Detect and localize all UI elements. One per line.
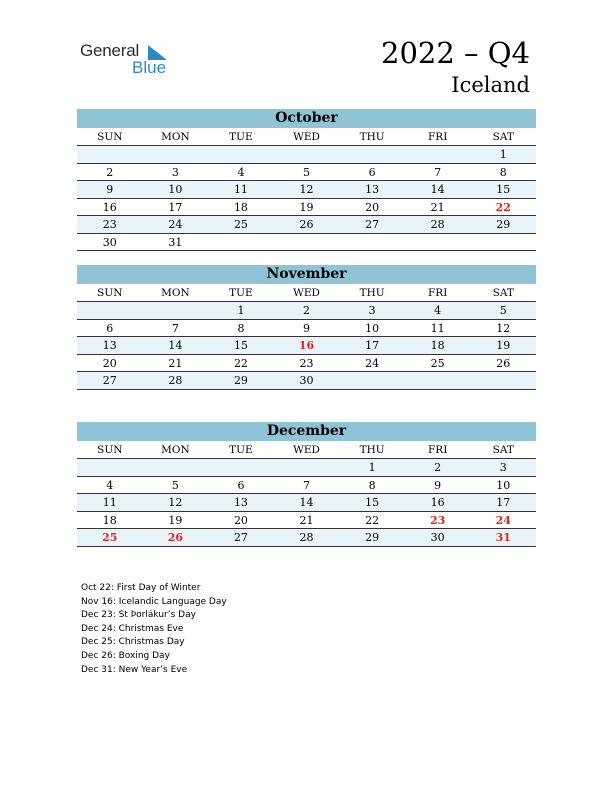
month-name: December <box>77 422 536 441</box>
day-cell <box>470 372 536 389</box>
day-cell: 3 <box>368 304 376 317</box>
day-cell: 6 <box>237 478 245 492</box>
weekday-label: WED <box>293 444 320 456</box>
day-cell: 24 <box>365 356 380 370</box>
day-cell: 2 <box>106 165 114 179</box>
weekday-label: SUN <box>97 287 123 299</box>
day-cell: 24 <box>168 218 183 231</box>
day-cell: 17 <box>365 339 380 352</box>
day-cell: 23 <box>299 356 314 370</box>
day-cell <box>143 146 209 163</box>
day-cell: 7 <box>303 478 311 492</box>
holiday-notes <box>81 582 227 677</box>
weekday-header-row <box>77 284 536 302</box>
day-cell: 19 <box>299 200 314 214</box>
holiday-note: Dec 24: Christmas Eve <box>81 623 184 634</box>
holiday-note: Dec 25: Christmas Day <box>81 637 185 648</box>
day-cell <box>339 372 405 389</box>
weekday-label: FRI <box>428 287 448 299</box>
holiday-day-cell: 22 <box>495 200 511 214</box>
weekday-label: THU <box>359 287 385 299</box>
weekday-label: WED <box>293 287 320 299</box>
day-cell: 17 <box>168 200 183 214</box>
day-cell: 8 <box>237 321 245 335</box>
weekday-label: THU <box>359 131 385 143</box>
holiday-note: Oct 22: First Day of Winter <box>81 583 201 593</box>
day-cell: 3 <box>171 165 179 179</box>
week-row <box>77 234 536 252</box>
day-cell: 11 <box>102 496 117 509</box>
day-cell <box>208 146 274 163</box>
day-cell: 28 <box>430 218 445 231</box>
weekday-label: SAT <box>492 287 514 299</box>
day-cell: 18 <box>430 339 445 352</box>
week-row <box>77 372 536 390</box>
day-cell: 16 <box>102 200 117 214</box>
day-cell: 21 <box>299 513 314 527</box>
day-cell <box>274 459 340 476</box>
weekday-label: SAT <box>492 444 514 456</box>
logo-text-general: General <box>80 41 140 60</box>
holiday-note: Dec 31: New Year’s Eve <box>81 664 188 675</box>
day-cell: 14 <box>299 496 314 509</box>
day-cell: 28 <box>168 374 183 387</box>
day-cell: 19 <box>496 339 511 352</box>
day-cell <box>405 372 471 389</box>
day-cell <box>470 234 536 251</box>
day-cell: 8 <box>368 478 376 492</box>
holiday-day-cell: 23 <box>430 513 446 527</box>
month-calendar-october <box>77 109 536 251</box>
day-cell: 4 <box>237 165 245 179</box>
weekday-label: SAT <box>492 131 514 143</box>
day-cell: 12 <box>496 321 511 335</box>
weekday-label: TUE <box>229 444 253 456</box>
day-cell: 13 <box>102 339 117 352</box>
day-cell: 30 <box>299 374 314 387</box>
day-cell: 17 <box>496 496 511 509</box>
holiday-note: Dec 26: Boxing Day <box>81 650 170 661</box>
day-cell <box>77 459 143 476</box>
day-cell: 5 <box>171 478 179 492</box>
day-cell: 8 <box>499 165 507 179</box>
holiday-day-cell: 24 <box>495 513 511 527</box>
day-cell: 4 <box>106 478 114 492</box>
day-cell <box>274 234 340 251</box>
weekday-label: MON <box>161 287 190 299</box>
day-cell: 1 <box>237 304 245 317</box>
week-row <box>77 302 536 320</box>
day-cell: 1 <box>368 461 376 474</box>
week-row <box>77 337 536 355</box>
weekday-label: THU <box>359 444 385 456</box>
month-calendar-november <box>77 265 536 390</box>
week-row <box>77 477 536 495</box>
day-cell: 2 <box>303 304 311 317</box>
weekday-label: FRI <box>428 131 448 143</box>
day-cell: 29 <box>365 531 380 544</box>
page-subtitle: Iceland <box>451 73 530 97</box>
day-cell: 25 <box>430 356 445 370</box>
day-cell: 9 <box>106 183 114 196</box>
holiday-day-cell: 26 <box>167 531 184 544</box>
week-row <box>77 494 536 512</box>
holiday-day-cell: 16 <box>298 339 315 352</box>
day-cell: 11 <box>233 183 248 196</box>
day-cell: 22 <box>233 356 248 370</box>
brand-logo <box>80 41 180 81</box>
day-cell: 14 <box>168 339 183 352</box>
month-calendar-december <box>77 422 536 547</box>
day-cell: 22 <box>365 513 380 527</box>
week-row <box>77 529 536 547</box>
week-row <box>77 459 536 477</box>
day-cell: 19 <box>168 513 183 527</box>
day-cell: 20 <box>102 356 117 370</box>
logo-text-blue: Blue <box>132 58 167 77</box>
week-row <box>77 199 536 217</box>
holiday-note: Dec 23: St Þorlákur’s Day <box>81 610 196 621</box>
day-cell: 7 <box>434 165 442 179</box>
day-cell: 26 <box>496 356 511 370</box>
day-cell: 30 <box>430 531 445 544</box>
weekday-label: TUE <box>229 287 253 299</box>
day-cell <box>274 146 340 163</box>
day-cell: 9 <box>303 321 311 335</box>
month-name: October <box>77 109 536 128</box>
week-row <box>77 355 536 373</box>
day-cell: 6 <box>368 165 376 179</box>
day-cell: 13 <box>365 183 380 196</box>
day-cell: 4 <box>434 304 442 317</box>
day-cell <box>143 302 209 319</box>
day-cell: 7 <box>171 321 179 335</box>
week-row <box>77 320 536 338</box>
day-cell <box>405 234 471 251</box>
day-cell: 1 <box>499 148 507 161</box>
weekday-label: WED <box>293 131 320 143</box>
day-cell: 29 <box>233 374 248 387</box>
day-cell <box>208 459 274 476</box>
day-cell <box>143 459 209 476</box>
day-cell: 13 <box>233 496 248 509</box>
day-cell: 3 <box>499 461 507 474</box>
day-cell: 11 <box>430 321 445 335</box>
day-cell: 20 <box>365 200 380 214</box>
week-row <box>77 164 536 182</box>
day-cell: 5 <box>499 304 507 317</box>
day-cell: 15 <box>365 496 380 509</box>
day-cell: 28 <box>299 531 314 544</box>
day-cell <box>208 234 274 251</box>
week-row <box>77 216 536 234</box>
day-cell: 25 <box>233 218 248 231</box>
day-cell: 29 <box>496 218 511 231</box>
day-cell: 10 <box>496 478 511 492</box>
day-cell <box>339 146 405 163</box>
day-cell: 27 <box>365 218 380 231</box>
day-cell: 16 <box>430 496 445 509</box>
day-cell: 18 <box>233 200 248 214</box>
day-cell: 21 <box>430 200 445 214</box>
holiday-day-cell: 25 <box>102 531 118 544</box>
month-name: November <box>77 265 536 284</box>
holiday-day-cell: 31 <box>495 531 511 544</box>
day-cell <box>339 234 405 251</box>
weekday-label: TUE <box>229 131 253 143</box>
weekday-label: MON <box>161 444 190 456</box>
holiday-note: Nov 16: Icelandic Language Day <box>81 596 227 607</box>
weekday-header-row <box>77 441 536 459</box>
weekday-label: SUN <box>97 131 123 143</box>
day-cell: 26 <box>299 218 314 231</box>
day-cell: 27 <box>233 531 248 544</box>
weekday-label: MON <box>161 131 190 143</box>
day-cell: 27 <box>102 374 117 387</box>
day-cell: 20 <box>233 513 248 527</box>
week-row <box>77 512 536 530</box>
day-cell: 9 <box>434 478 442 492</box>
day-cell: 15 <box>496 183 511 196</box>
day-cell: 23 <box>102 218 117 231</box>
weekday-header-row <box>77 128 536 146</box>
weekday-label: SUN <box>97 444 123 456</box>
day-cell: 21 <box>168 356 183 370</box>
day-cell: 5 <box>303 165 311 179</box>
day-cell: 18 <box>102 513 117 527</box>
day-cell: 10 <box>365 321 380 335</box>
day-cell <box>405 146 471 163</box>
day-cell: 2 <box>434 461 442 474</box>
day-cell: 12 <box>168 496 183 509</box>
weekday-label: FRI <box>428 444 448 456</box>
day-cell: 30 <box>102 235 117 249</box>
day-cell <box>77 146 143 163</box>
week-row <box>77 146 536 164</box>
day-cell: 14 <box>430 183 445 196</box>
day-cell: 10 <box>168 183 183 196</box>
week-row <box>77 181 536 199</box>
day-cell: 12 <box>299 183 314 196</box>
page-title: 2022 – Q4 <box>381 36 530 70</box>
day-cell: 15 <box>233 339 248 352</box>
day-cell: 6 <box>106 321 114 335</box>
day-cell: 31 <box>168 235 183 249</box>
day-cell <box>77 302 143 319</box>
